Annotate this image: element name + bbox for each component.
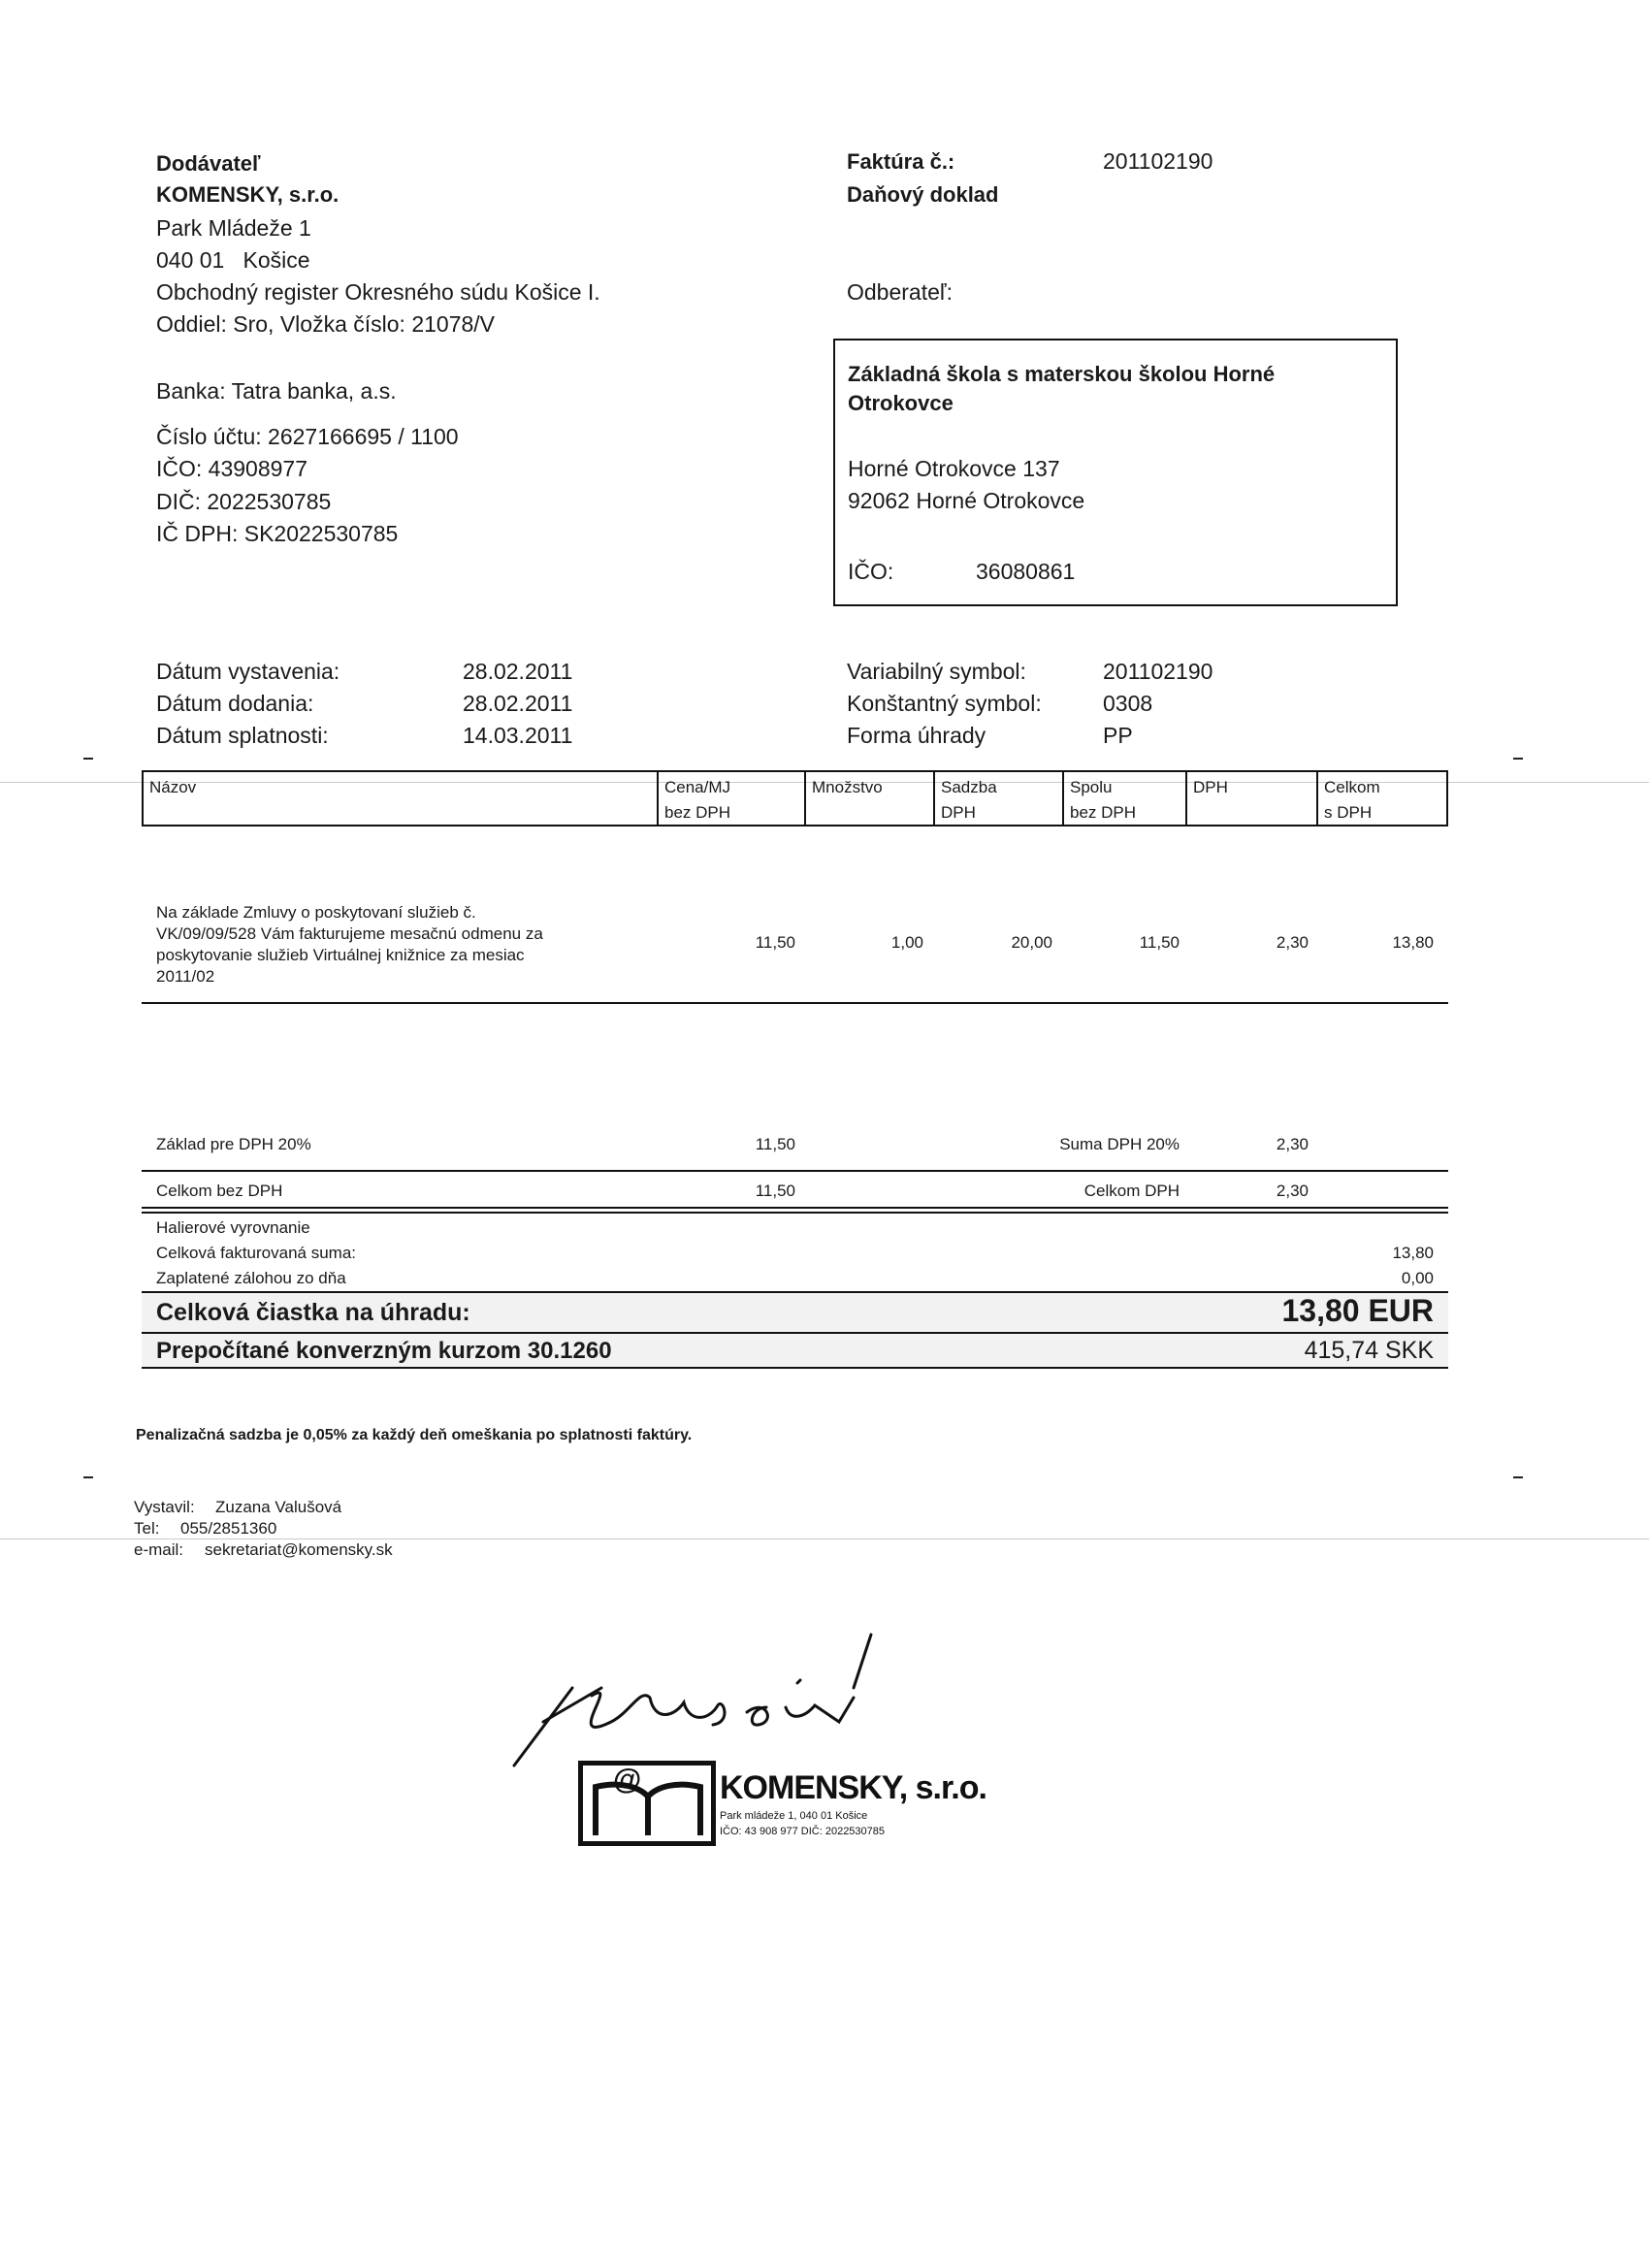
document-type: Daňový doklad <box>847 182 999 207</box>
amount-due-value: 13,80 EUR <box>1281 1293 1434 1328</box>
supplier-street: Park Mládeže 1 <box>156 215 311 241</box>
variable-symbol-label: Variabilný symbol: <box>847 659 1026 684</box>
stamp-ids: IČO: 43 908 977 DIČ: 2022530785 <box>720 1826 886 1837</box>
vat-total-value: 2,30 <box>1276 1182 1309 1200</box>
payment-method-value: PP <box>1103 723 1133 748</box>
conversion-bottom-rule <box>142 1367 1448 1369</box>
net-total-value: 11,50 <box>755 1182 795 1200</box>
items-table-header <box>142 770 1448 826</box>
constant-symbol-label: Konštantný symbol: <box>847 691 1042 716</box>
vat-sum-value: 2,30 <box>1276 1135 1309 1153</box>
customer-city: 92062 Horné Otrokovce <box>848 488 1085 513</box>
col-total-header <box>1316 772 1446 825</box>
amount-due-divider <box>142 1332 1448 1334</box>
item-unit-price: 11,50 <box>755 933 795 952</box>
supplier-bank: Banka: Tatra banka, a.s. <box>156 378 397 404</box>
vat-base-label: Základ pre DPH 20% <box>156 1135 311 1153</box>
fold-mark <box>1513 758 1523 760</box>
item-description-line3: poskytovanie služieb Virtuálnej knižnice za mesiac <box>156 946 525 964</box>
supplier-name: KOMENSKY, s.r.o. <box>156 182 340 207</box>
variable-symbol-value: 201102190 <box>1103 659 1213 684</box>
supplier-ic-dph: IČ DPH: SK2022530785 <box>156 521 399 546</box>
advance-value: 0,00 <box>1401 1269 1434 1287</box>
item-vat-rate: 20,00 <box>1011 933 1052 952</box>
col-name-header <box>144 772 657 825</box>
invoiced-total-value: 13,80 <box>1392 1244 1434 1262</box>
col-total-label: Celkom <box>1324 778 1380 796</box>
invoice-number-label: Faktúra č.: <box>847 149 955 174</box>
tel-label: Tel: <box>134 1519 160 1538</box>
customer-ico-value: 36080861 <box>976 559 1076 584</box>
invoiced-total-label: Celková fakturovaná suma: <box>156 1244 356 1262</box>
item-quantity: 1,00 <box>890 933 923 952</box>
supplier-ico: IČO: 43908977 <box>156 456 308 481</box>
item-description-line2: VK/09/09/528 Vám fakturujeme mesačnú odmenu za <box>156 924 543 943</box>
col-rate-header <box>933 772 1062 825</box>
conversion-label: Prepočítané konverzným kurzom 30.1260 <box>156 1338 612 1364</box>
handwritten-signature <box>504 1630 892 1775</box>
col-rate-label: Sadzba <box>941 778 997 796</box>
issued-by-value: Zuzana Valušová <box>215 1498 342 1516</box>
book-icon <box>586 1767 710 1839</box>
conversion-value: 415,74 SKK <box>1304 1337 1434 1364</box>
stamp-symbol: @ <box>613 1764 642 1796</box>
col-unit-price-label: Cena/MJ <box>664 778 731 796</box>
date-delivered-value: 28.02.2011 <box>463 691 573 716</box>
date-delivered-label: Dátum dodania: <box>156 691 314 716</box>
tel-value: 055/2851360 <box>180 1519 277 1538</box>
email-label: e-mail: <box>134 1540 184 1559</box>
supplier-register: Obchodný register Okresného súdu Košice I. <box>156 279 600 305</box>
rounding-label: Halierové vyrovnanie <box>156 1218 310 1237</box>
customer-heading: Odberateľ: <box>847 279 953 305</box>
col-vat-label: DPH <box>1193 778 1228 796</box>
date-issued-value: 28.02.2011 <box>463 659 573 684</box>
col-name-label: Názov <box>149 778 197 796</box>
date-issued-label: Dátum vystavenia: <box>156 659 340 684</box>
penalty-note: Penalizačná sadzba je 0,05% za každý deň omeškania po splatnosti faktúry. <box>136 1427 693 1443</box>
vat-base-value: 11,50 <box>755 1135 795 1153</box>
item-description-line1: Na základe Zmluvy o poskytovaní služieb č. <box>156 903 476 922</box>
col-unit-price-label-2: bez DPH <box>664 803 731 822</box>
amount-due-label: Celková čiastka na úhradu: <box>156 1299 470 1326</box>
col-total-net-label-2: bez DPH <box>1070 803 1137 822</box>
supplier-heading: Dodávateľ <box>156 151 261 176</box>
col-unit-price-header <box>657 772 804 825</box>
email-value: sekretariat@komensky.sk <box>205 1540 393 1559</box>
customer-box <box>833 339 1398 606</box>
col-quantity-header <box>804 772 933 825</box>
customer-ico-label: IČO: <box>848 559 894 584</box>
vat-total-label: Celkom DPH <box>1083 1182 1180 1200</box>
supplier-city: 040 01 Košice <box>156 247 310 273</box>
fold-mark <box>1513 1476 1523 1478</box>
customer-name-line2: Otrokovce <box>848 391 954 415</box>
constant-symbol-value: 0308 <box>1103 691 1153 716</box>
customer-street: Horné Otrokovce 137 <box>848 456 1060 481</box>
summary-divider <box>142 1170 1448 1172</box>
item-total: 13,80 <box>1392 933 1434 952</box>
supplier-account: Číslo účtu: 2627166695 / 1100 <box>156 424 459 449</box>
col-rate-label-2: DPH <box>941 803 976 822</box>
col-total-label-2: s DPH <box>1324 803 1373 822</box>
date-due-value: 14.03.2011 <box>463 723 573 748</box>
item-description-line4: 2011/02 <box>156 967 215 986</box>
item-total-net: 11,50 <box>1139 933 1180 952</box>
date-due-label: Dátum splatnosti: <box>156 723 329 748</box>
supplier-section: Oddiel: Sro, Vložka číslo: 21078/V <box>156 311 496 337</box>
advance-label: Zaplatené zálohou zo dňa <box>156 1269 346 1287</box>
item-vat: 2,30 <box>1276 933 1309 952</box>
col-quantity-label: Množstvo <box>812 778 883 796</box>
invoice-number: 201102190 <box>1103 148 1213 174</box>
double-rule-top <box>142 1207 1448 1209</box>
col-total-net-label: Spolu <box>1070 778 1113 796</box>
double-rule-bottom <box>142 1212 1448 1214</box>
vat-sum-label: Suma DPH 20% <box>1059 1135 1180 1153</box>
net-total-label: Celkom bez DPH <box>156 1182 283 1200</box>
col-total-net-header <box>1062 772 1185 825</box>
supplier-dic: DIČ: 2022530785 <box>156 489 332 514</box>
stamp-address: Park mládeže 1, 040 01 Košice <box>720 1810 868 1822</box>
stamp-company: KOMENSKY, s.r.o. <box>720 1769 986 1806</box>
customer-name-line1: Základná škola s materskou školou Horné <box>848 362 1276 386</box>
issued-by-label: Vystavil: <box>134 1498 195 1516</box>
fold-mark <box>83 758 93 760</box>
row-divider <box>142 1002 1448 1004</box>
payment-method-label: Forma úhrady <box>847 723 986 748</box>
col-vat-header <box>1185 772 1316 825</box>
fold-mark <box>83 1476 93 1478</box>
